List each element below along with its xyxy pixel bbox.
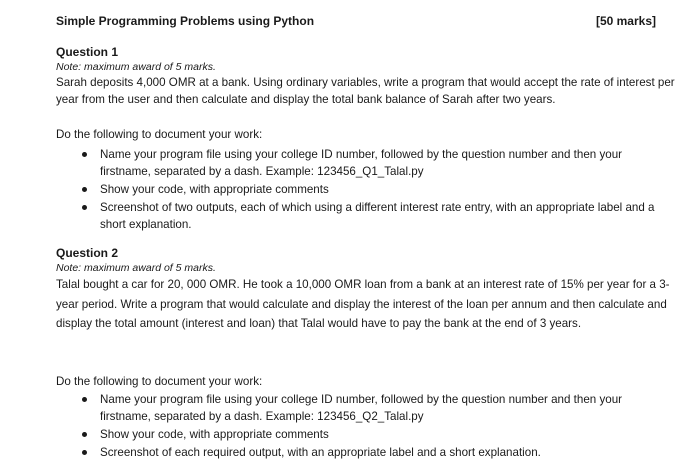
list-item (82, 391, 676, 425)
bullet-icon (82, 450, 87, 455)
bullet-icon (82, 152, 87, 157)
question-1-heading: Question 1 (56, 45, 119, 59)
question-2-section (56, 246, 676, 334)
list-item-text: Screenshot of two outputs, each of which using a different interest rate entry, with an appropriate label and a short explanation. (100, 201, 655, 231)
list-item (82, 426, 676, 443)
bullet-icon (82, 205, 87, 210)
question-1-instructions-list (82, 146, 676, 234)
bullet-icon (82, 397, 87, 402)
question-2-text: Talal bought a car for 20, 000 OMR. He took a 10,000 OMR loan from a bank at an interest rate of 15% per year for a 3-year period. Write a program that would calculate and display the interest of the loan per annum and then calculate and display the total amount (interest and loan) that Talal would have to pay the bank at the end of 3 years. (56, 278, 670, 331)
bullet-icon (82, 432, 87, 437)
list-item-text: Screenshot of each required output, with an appropriate label and a short explanation. (100, 446, 541, 459)
total-marks: [50 marks] (595, 14, 656, 28)
list-item-text: Show your code, with appropriate comments (100, 428, 329, 441)
list-item (82, 146, 676, 180)
list-item (82, 444, 676, 461)
list-item (82, 199, 676, 233)
list-item-text: Show your code, with appropriate comments (100, 183, 329, 196)
question-2-heading: Question 2 (56, 246, 119, 260)
list-item (82, 181, 676, 198)
question-2-instructions-list (82, 391, 676, 462)
bullet-icon (82, 187, 87, 192)
document-header (56, 13, 656, 31)
question-1-instructions-intro: Do the following to document your work: (56, 128, 263, 141)
list-item-text: Name your program file using your college ID number, followed by the question number and then your firstname, separated by a dash. Example: 123456_Q1_Talal.py (100, 148, 623, 178)
question-1-text: Sarah deposits 4,000 OMR at a bank. Using ordinary variables, write a program that would accept the rate of interest per year from the user and then calculate and display the total bank balance of Sarah after two years. (56, 76, 675, 107)
list-item-text: Name your program file using your college ID number, followed by the question number and then your firstname, separated by a dash. Example: 123456_Q2_Talal.py (100, 393, 623, 423)
question-2-instructions-intro: Do the following to document your work: (56, 375, 263, 388)
question-1-section (56, 45, 676, 109)
question-1-note: Note: maximum award of 5 marks. (56, 61, 216, 73)
document-title: Simple Programming Problems using Python (56, 14, 315, 28)
question-2-note: Note: maximum award of 5 marks. (56, 262, 216, 274)
